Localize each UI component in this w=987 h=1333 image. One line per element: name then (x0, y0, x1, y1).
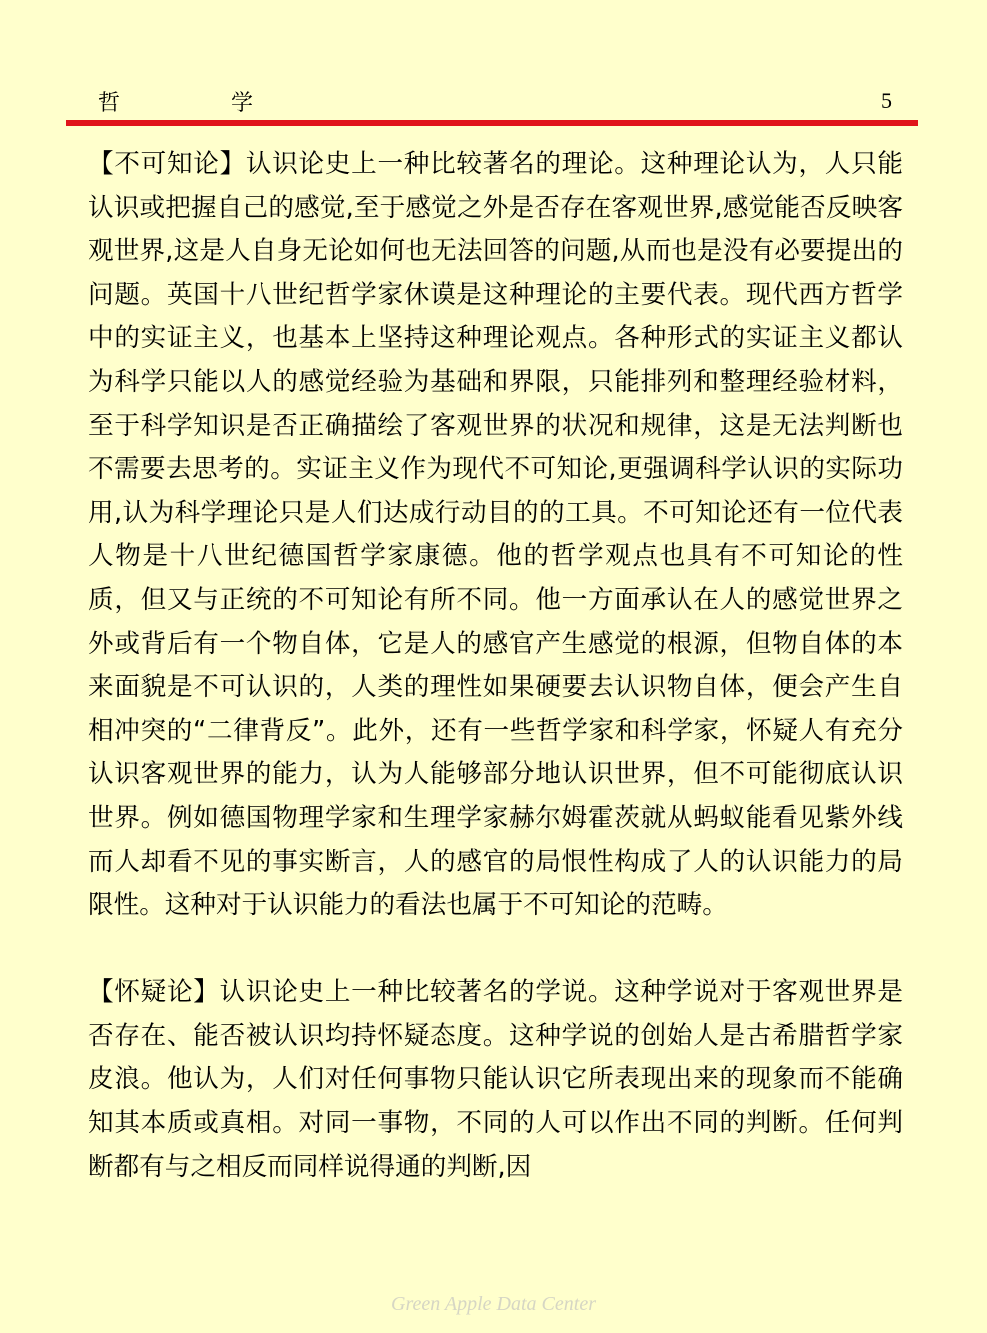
watermark: Green Apple Data Center (391, 1293, 596, 1315)
entry-agnosticism: 【不可知论】认识论史上一种比较著名的理论。这种理论认为，人只能认识或把握自己的感觉,至于感觉之外是否存在客观世界,感觉能否反映客观世界,这是人自身无论如何也无法回答的问题,从而也是没有必要提出的问题。英国十八世纪哲学家休谟是这种理论的主要代表。现代西方哲学中的实证主义，也基本上坚持这种理论观点。各种形式的实证主义都认为科学只能以人的感觉经验为基础和界限，只能排列和整理经验材料，至于科学知识是否正确描绘了客观世界的状况和规律，这是无法判断也不需要去思考的。实证主义作为现代不可知论,更强调科学认识的实际功用,认为科学理论只是人们达成行动目的的工具。不可知论还有一位代表人物是十八世纪德国哲学家康德。他的哲学观点也具有不可知论的性质，但又与正统的不可知论有所不同。他一方面承认在人的感觉世界之外或背后有一个物自体，它是人的感官产生感觉的根源，但物自体的本来面貌是不可认识的，人类的理性如果硬要去认识物自体，便会产生自相冲突的“二律背反”。此外，还有一些哲学家和科学家，怀疑人有充分认识客观世界的能力，认为人能够部分地认识世界，但不可能彻底认识世界。例如德国物理学家和生理学家赫尔姆霍茨就从蚂蚁能看见紫外线而人却看不见的事实断言，人的感官的局恨性构成了人的认识能力的局限性。这种对于认识能力的看法也属于不可知论的范畴。 (88, 149, 903, 921)
page-body (88, 143, 903, 1189)
entry-skepticism: 【怀疑论】认识论史上一种比较著名的学说。这种学说对于客观世界是否存在、能否被认识均持怀疑态度。这种学说的创始人是古希腊哲学家皮浪。他认为，人们对任何事物只能认识它所表现出来的现象而不能确知其本质或真相。对同一事物，不同的人可以作出不同的判断。任何判断都有与之相反而同样说得通的判断,因 (88, 977, 903, 1182)
header-rule (66, 120, 918, 126)
running-header (66, 84, 918, 118)
page-number: 5 (881, 88, 892, 113)
running-header-title: 哲 学 (98, 91, 305, 116)
